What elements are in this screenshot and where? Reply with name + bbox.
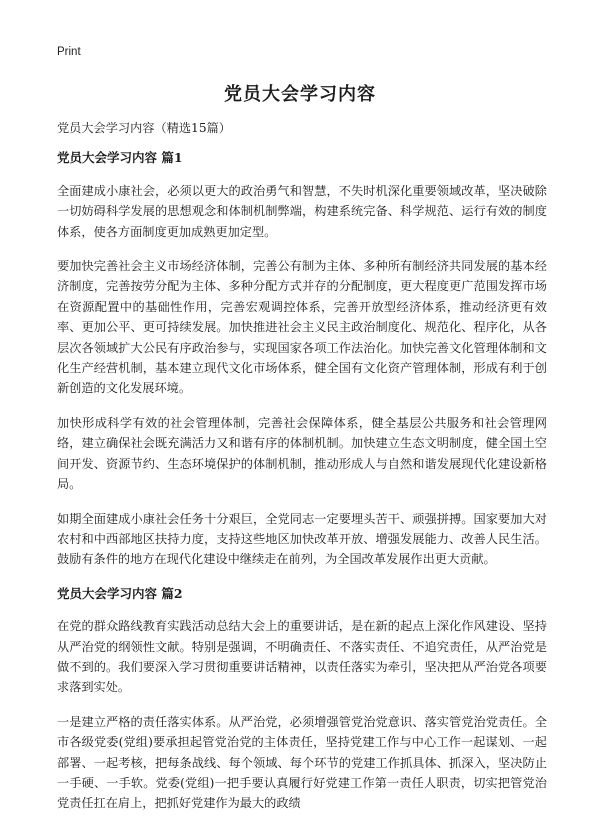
print-link[interactable]: Print	[57, 46, 81, 58]
document-body	[57, 118, 547, 828]
paragraph: 全面建成小康社会，必须以更大的政治勇气和智慧，不失时机深化重要领域改革，坚决破除一切妨碍科学发展的思想观念和体制机制弊端，构建系统完备、科学规范、运行有效的制度体系，使各方面制度更加成熟更加定型。	[57, 183, 547, 239]
paragraph: 要加快完善社会主义市场经济体制，完善公有制为主体、多种所有制经济共同发展的基本经济制度，完善按劳分配为主体、多种分配方式并存的分配制度，更大程度更广范围发挥市场在资源配置中的基础性作用，完善宏观调控体系，完善开放型经济体系，推动经济更有效率、更加公平、更可持续发展。加快推进社会主义民主政治制度化、规范化、程序化，从各层次各领域扩大公民有序政治参与，实现国家各项工作法治化。加快完善文化管理体制和文化生产经营机制，基本建立现代文化市场体系，健全国有文化资产管理体制，形成有利于创新创造的文化发展环境。	[57, 259, 547, 396]
document-title: 党员大会学习内容	[224, 84, 376, 105]
section-2	[57, 584, 547, 814]
section-heading: 党员大会学习内容 篇2	[57, 585, 183, 601]
paragraph: 加快形成科学有效的社会管理体制，完善社会保障体系，健全基层公共服务和社会管理网络，建立确保社会既充满活力又和谐有序的体制机制。加快建立生态文明制度，健全国土空间开发、资源节约、生态环境保护的体制机制，推动形成人与自然和谐发展现代化建设新格局。	[57, 415, 547, 492]
section-1	[57, 148, 547, 569]
paragraph: 一是建立严格的责任落实体系。从严治党，必须增强管党治党意识、落实管党治党责任。全市各级党委(党组)要承担起管党治党的主体责任，坚持党建工作与中心工作一起谋划、一起部署、一起考核，把每条战线、每个领域、每个环节的党建工作抓具体、抓深入，坚决防止一手硬、一手软。党委(党组)一把手要认真履行好党建工作第一责任人职责，切实把管党治党责任扛在肩上，把抓好党建作为最大的政绩	[57, 714, 547, 811]
section-heading: 党员大会学习内容 篇1	[57, 150, 183, 166]
paragraph: 如期全面建成小康社会任务十分艰巨，全党同志一定要埋头苦干、顽强拼搏。国家要加大对农村和中西部地区扶持力度，支持这些地区加快改革开放、增强发展能力、改善人民生活。鼓励有条件的地方在现代化建设中继续走在前列，为全国改革发展作出更大贡献。	[57, 511, 547, 567]
document-subtitle: 党员大会学习内容（精选15篇）	[57, 121, 231, 135]
paragraph: 在党的群众路线教育实践活动总结大会上的重要讲话，是在新的起点上深化作风建设、坚持从严治党的纲领性文献。特别是强调，不明确责任、不落实责任、不追究责任，从严治党是做不到的。我们要深入学习贯彻重要讲话精神，以责任落实为牵引，坚决把从严治党各项要求落到实处。	[57, 619, 547, 695]
